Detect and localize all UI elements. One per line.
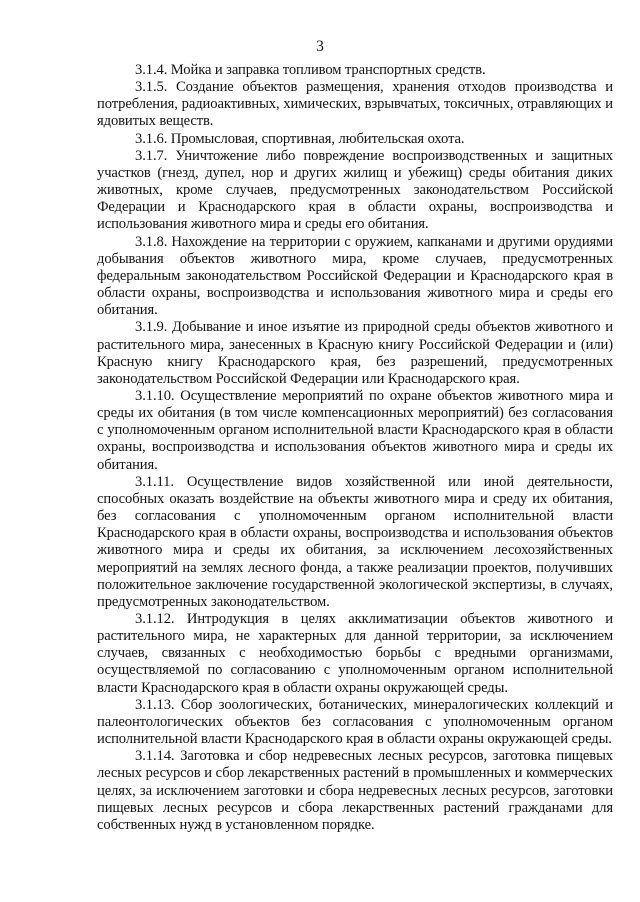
paragraph-3-1-5: 3.1.5. Создание объектов размещения, хранения отходов производства и потребления, радиоактивных, химических, взрывчатых, токсичных, отравляющих и ядовитых веществ. [97, 79, 613, 130]
paragraph-3-1-9: 3.1.9. Добывание и иное изъятие из природной среды объектов животного и растительного мира, занесенных в Красную книгу Российской Федерации и (или) Красную книгу Краснодарского края, без разрешений, предусмотренных законодательством Российской Федерации или Краснодарского края. [97, 319, 613, 387]
paragraph-3-1-4: 3.1.4. Мойка и заправка топливом транспортных средств. [135, 62, 486, 78]
paragraph-3-1-8: 3.1.8. Нахождение на территории с оружием, капканами и другими орудиями добывания объектов животного мира, кроме случаев, предусмотренных федеральным законодательством Российской Федерации и Краснодарского края в области охраны, воспроизводства и использования животного мира и среды его обитания. [97, 233, 613, 319]
paragraph-3-1-13: 3.1.13. Сбор зоологических, ботанических, минералогических коллекций и палеонтологических объектов без согласования с уполномоченным органом исполнительной власти Краснодарского края в области охраны окружающей среды. [97, 696, 613, 748]
paragraph-3-1-12: 3.1.12. Интродукция в целях акклиматизации объектов животного и растительного мира, не характерных для данной территории, за исключением случаев, связанных с необходимостью борьбы с вредными организмами, осуществляемой по согласованию с уполномоченным органом исполнительной власти Краснодарского края в области охраны окружающей среды. [97, 611, 613, 696]
paragraph-3-1-10: 3.1.10. Осуществление мероприятий по охране объектов животного мира и среды их обитания (в том числе компенсационных мероприятий) без согласования с уполномоченным органом исполнительной власти Краснодарского края в области охраны, воспроизводства и использования объектов животного мира и среды их обитания. [97, 387, 613, 473]
paragraph-3-1-11: 3.1.11. Осуществление видов хозяйственной или иной деятельности, способных оказать воздействие на объекты животного мира и среду их обитания, без согласования с уполномоченным органом исполнительной власти Краснодарского края в области охраны, воспроизводства и использования объектов животного мира и среды их обитания, за исключением лесохозяйственных мероприятий на землях лесного фонда, а также реализации проектов, получивших положительное заключение государственной экологической экспертизы, в случаях, предусмотренных законодательством. [97, 473, 613, 610]
paragraph-3-1-6: 3.1.6. Промысловая, спортивная, любительская охота. [135, 130, 465, 147]
paragraph-3-1-14: 3.1.14. Заготовка и сбор недревесных лесных ресурсов, заготовка пищевых лесных ресурсов и сбор лекарственных растений в промышленных и коммерческих целях, за исключением заготовки и сбора недревесных лесных ресурсов, заготовки пищевых лесных ресурсов и сбора лекарственных растений гражданами для собственных нужд в установленном порядке. [97, 748, 613, 833]
page-number: 3 [316, 38, 324, 55]
paragraph-3-1-7: 3.1.7. Уничтожение либо повреждение воспроизводственных и защитных участков (гнезд, дупел, нор и других жилищ и убежищ) среды обитания диких животных, кроме случаев, предусмотренных законодательством Российской Федерации и Краснодарского края в области охраны, воспроизводства и использования животного мира и среды его обитания. [97, 147, 613, 233]
document-body [97, 62, 613, 834]
